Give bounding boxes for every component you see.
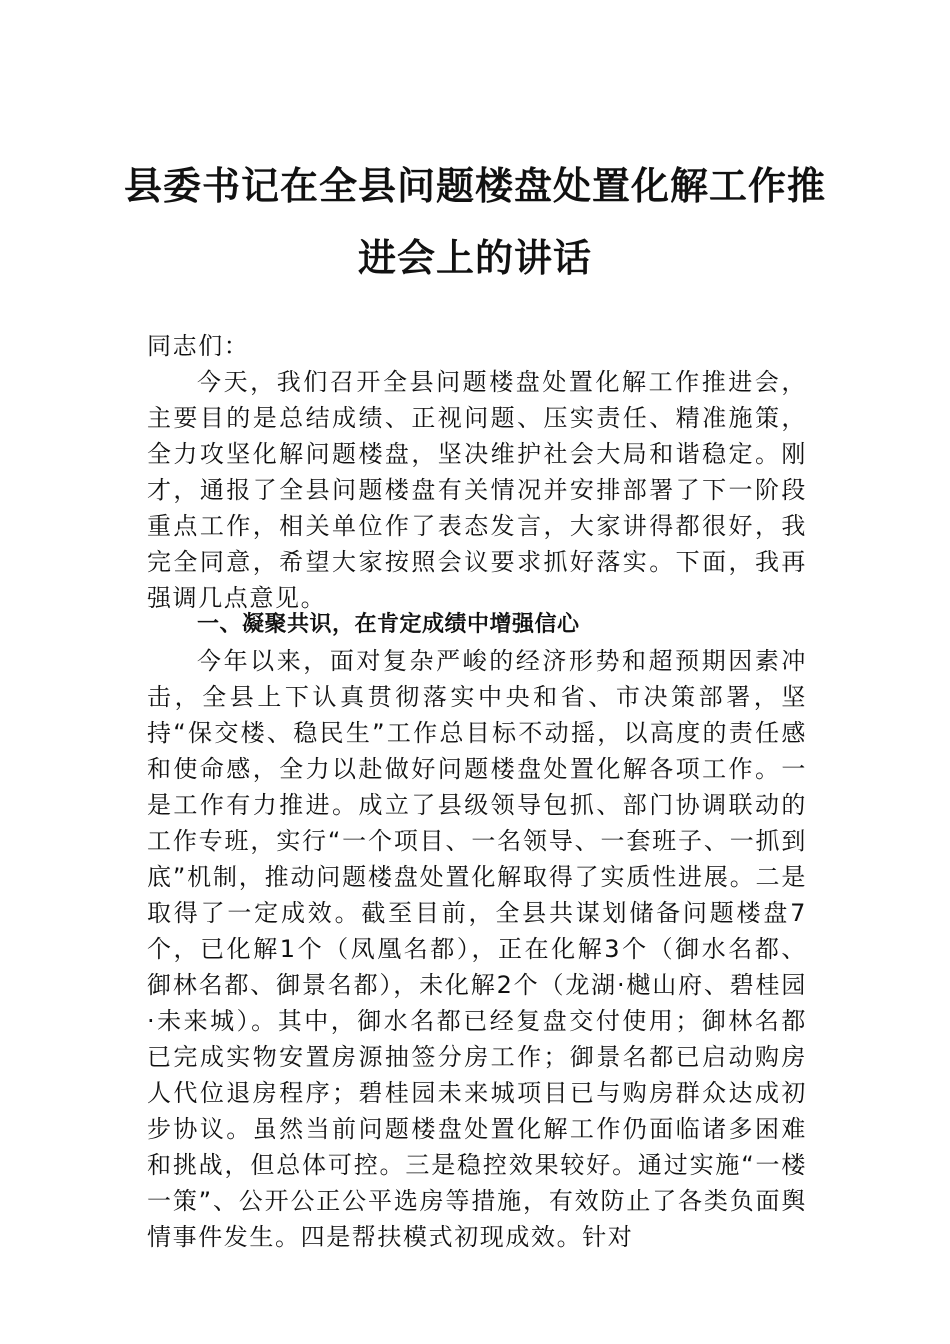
paragraph-1: 今天，我们召开全县问题楼盘处置化解工作推进会，主要目的是总结成绩、正视问题、压实责任、精准施策，全力攻坚化解问题楼盘，坚决维护社会大局和谐稳定。刚才，通报了全县问题楼盘有关情况并安排部署了下一阶段重点工作，相关单位作了表态发言，大家讲得都很好，我完全同意，希望大家按照会议要求抓好落实。下面，我再强调几点意见。 [147, 368, 807, 612]
paragraph-2: 今年以来，面对复杂严峻的经济形势和超预期因素冲击，全县上下认真贯彻落实中央和省、市决策部署，坚持“保交楼、稳民生”工作总目标不动摇，以高度的责任感和使命感，全力以赴做好问题楼盘处置化解各项工作。一是工作有力推进。成立了县级领导包抓、部门协调联动的工作专班，实行“一个项目、一名领导、一套班子、一抓到底”机制，推动问题楼盘处置化解取得了实质性进展。二是取得了一定成效。截至目前，全县共谋划储备问题楼盘7个，已化解1个（凤凰名都），正在化解3个（御水名都、御林名都、御景名都），未化解2个（龙湖·樾山府、碧桂园·未来城）。其中，御水名都已经复盘交付使用；御林名都已完成实物安置房源抽签分房工作；御景名都已启动购房人代位退房程序；碧桂园未来城项目已与购房群众达成初步协议。虽然当前问题楼盘处置化解工作仍面临诸多困难和挑战，但总体可控。三是稳控效果较好。通过实施“一楼一策”、公开公正公平选房等措施，有效防止了各类负面舆情事件发生。四是帮扶模式初现成效。针对 [147, 647, 807, 1251]
document-title-line1: 县委书记在全县问题楼盘处置化解工作推 [123, 163, 826, 208]
section-heading-1: 一、凝聚共识，在肯定成绩中增强信心 [197, 612, 580, 637]
document-title-line2: 进会上的讲话 [357, 235, 592, 280]
salutation: 同志们： [147, 332, 250, 360]
